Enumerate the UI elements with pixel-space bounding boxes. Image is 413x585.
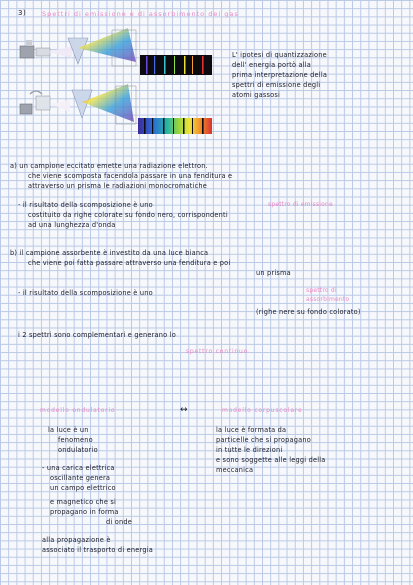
note-line: atomi gassosi	[232, 91, 281, 99]
section-number: 3)	[18, 9, 27, 17]
wave-model-title: modello ondulatorio	[40, 407, 116, 414]
absorption-spectrum-label: spettro di	[306, 287, 337, 294]
part-b-line: b) il campione assorbente è investito da una luce bianca	[10, 249, 209, 257]
part-a-result: ad una lunghezza d'onda	[28, 221, 116, 229]
corpuscular-model-title: modello corpuscolare	[222, 407, 303, 414]
wave-model-line: - una carica elettrica	[42, 464, 115, 472]
note-line: dell' energia portò alla	[232, 61, 312, 69]
part-b-line: che viene poi fatta passare attraverso una fenditura e poi	[28, 259, 231, 267]
emission-apparatus	[20, 28, 136, 66]
wave-model-line: associato il trasporto di energia	[42, 546, 153, 554]
absorption-apparatus	[20, 84, 136, 124]
emission-spectrum-label: spettro di emissione	[268, 201, 333, 208]
wave-model-line: ondulatorio	[58, 446, 98, 454]
note-line: prima interpretazione della	[232, 71, 328, 79]
page-title: Spettri di emissione e di assorbimento dei gas	[42, 10, 239, 18]
note-line: spettri di emissione degli	[232, 81, 321, 89]
part-a-result: costituito da righe colorate su fondo nero, corrispondenti	[28, 211, 228, 219]
double-arrow-icon: ↔	[180, 405, 188, 415]
wave-model-line: oscillante genera	[50, 474, 111, 482]
corpuscular-model-line: particelle che si propagano	[216, 436, 312, 444]
wave-model-line: e magnetico che si	[50, 498, 117, 506]
part-b-line: un prisma	[256, 269, 291, 277]
wave-model-line: un campo elettrico	[50, 484, 116, 492]
wave-model-line: alla propagazione è	[42, 536, 111, 544]
emission-spectrum	[140, 55, 212, 75]
corpuscular-model-line: meccanica	[216, 466, 254, 474]
absorption-spectrum	[138, 118, 212, 134]
continuous-spectrum-label: spettro continuo	[186, 348, 249, 355]
wave-model-line: la luce è un	[48, 426, 89, 434]
part-b-note: (righe nere su fondo colorato)	[256, 308, 361, 316]
corpuscular-model-line: in tutte le direzioni	[216, 446, 283, 454]
conclusion: i 2 spettri sono complementari e generano lo	[18, 331, 176, 339]
wave-model-line: fenomeno	[58, 436, 93, 444]
part-a-result: - il risultato della scomposizione è uno	[18, 201, 153, 209]
note-line: L' ipotesi di quantizzazione	[232, 51, 327, 59]
corpuscular-model-line: la luce è formata da	[216, 426, 287, 434]
spectrum-scale: ········	[150, 46, 160, 50]
part-a-line: attraverso un prisma le radiazioni monocromatiche	[28, 182, 208, 190]
corpuscular-model-line: e sono soggette alle leggi della	[216, 456, 326, 464]
absorption-spectrum-label: assorbimento	[306, 296, 350, 303]
wave-model-line: propagano in forma	[50, 508, 119, 516]
part-a-line: a) un campione eccitato emette una radiazione elettron.	[10, 162, 208, 170]
wave-model-line: di onde	[106, 518, 132, 526]
part-a-line: che viene scomposta facendola passare in una fenditura e	[28, 172, 233, 180]
part-b-result: - il risultato della scomposizione è uno	[18, 289, 153, 297]
